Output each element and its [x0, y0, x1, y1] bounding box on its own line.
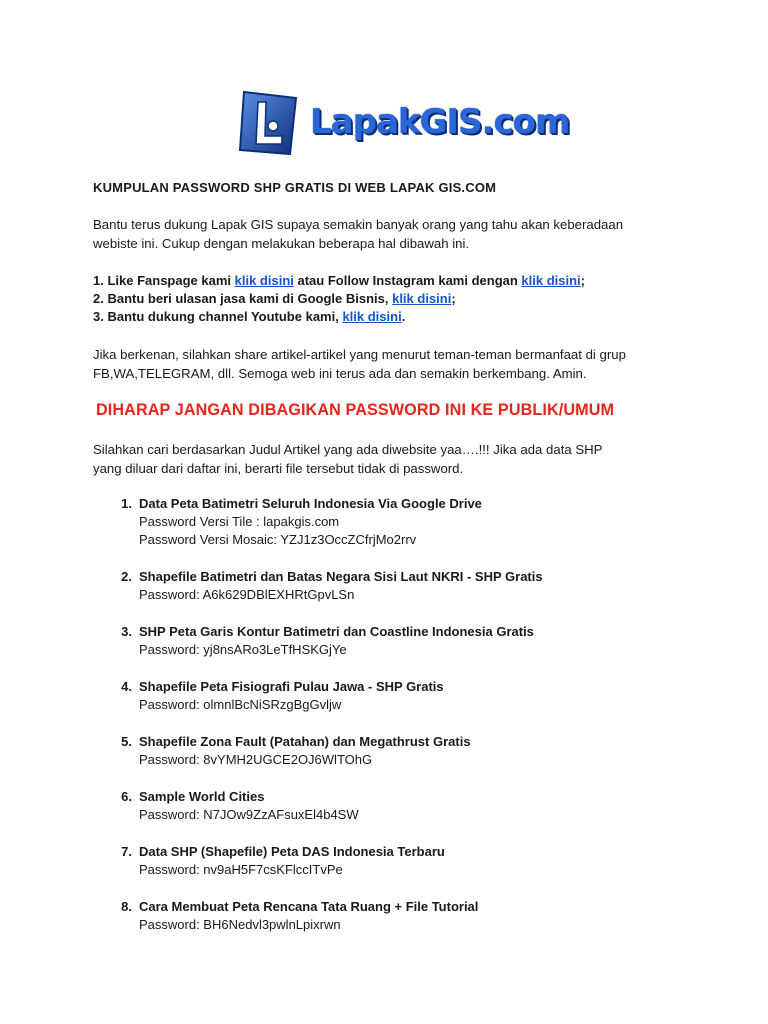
step-3-end: .: [401, 309, 406, 324]
item-number: 2.: [121, 569, 132, 584]
list-item: [110, 496, 750, 569]
step-3: [93, 308, 585, 326]
list-item: [110, 624, 750, 679]
list-item: [110, 789, 750, 844]
share-line-1: Jika berkenan, silahkan share artikel-artikel yang menurut teman-teman bermanfaat di grup: [93, 347, 626, 362]
item-password: Password: A6k629DBlEXHRtGpvLSn: [139, 587, 355, 602]
item-number: 6.: [121, 789, 132, 804]
logo-wordmark: LapakGIS.com: [310, 102, 570, 142]
list-item: [110, 734, 750, 789]
item-title: Data Peta Batimetri Seluruh Indonesia Via Google Drive: [139, 496, 482, 511]
search-note-line-1: Silahkan cari berdasarkan Judul Artikel yang ada diwebsite yaa….!!! Jika ada data SHP: [93, 442, 603, 457]
item-password-mosaic: Password Versi Mosaic: YZJ1z3OccZCfrjMo2rrv: [139, 532, 417, 547]
step-1: [93, 272, 585, 290]
intro-line-1: Bantu terus dukung Lapak GIS supaya semakin banyak orang yang tahu akan keberadaan: [93, 217, 624, 232]
share-line-2: FB,WA,TELEGRAM, dll. Semoga web ini terus ada dan semakin berkembang. Amin.: [93, 366, 587, 381]
item-number: 8.: [121, 899, 132, 914]
list-item: [110, 844, 750, 899]
step-1-mid-text: atau Follow Instagram kami dengan: [293, 273, 522, 288]
instagram-link[interactable]: klik disini: [521, 273, 581, 288]
item-title: SHP Peta Garis Kontur Batimetri dan Coastline Indonesia Gratis: [139, 624, 534, 639]
item-password: Password: yj8nsARo3LeTfHSKGjYe: [139, 642, 347, 657]
step-2-end: ;: [451, 291, 456, 306]
list-item: [110, 899, 750, 954]
fanspage-link[interactable]: klik disini: [234, 273, 294, 288]
item-title: Data SHP (Shapefile) Peta DAS Indonesia Terbaru: [139, 844, 445, 859]
item-title: Sample World Cities: [139, 789, 265, 804]
support-steps: [93, 272, 585, 326]
item-title: Shapefile Batimetri dan Batas Negara Sisi Laut NKRI - SHP Gratis: [139, 569, 543, 584]
warning-heading: DIHARAP JANGAN DIBAGIKAN PASSWORD INI KE PUBLIK/UMUM: [96, 401, 615, 419]
page-title: KUMPULAN PASSWORD SHP GRATIS DI WEB LAPAK GIS.COM: [93, 180, 497, 195]
item-password: Password: BH6Nedvl3pwlnLpixrwn: [139, 917, 341, 932]
lapak-gis-logo: [238, 88, 570, 160]
step-1-end: ;: [580, 273, 586, 288]
step-2: [93, 290, 585, 308]
step-1-text: 1. Like Fanspage kami: [93, 273, 235, 288]
item-password: Password Versi Tile : lapakgis.com: [139, 514, 340, 529]
item-password: Password: nv9aH5F7csKFlccITvPe: [139, 862, 343, 877]
search-note: [93, 440, 602, 478]
search-note-line-2: yang diluar dari daftar ini, berarti file tersebut tidak di password.: [93, 461, 464, 476]
intro-line-2: webiste ini. Cukup dengan melakukan beberapa hal dibawah ini.: [93, 236, 470, 251]
item-number: 1.: [121, 496, 132, 511]
item-password: Password: 8vYMH2UGCE2OJ6WlTOhG: [139, 752, 373, 767]
item-number: 5.: [121, 734, 132, 749]
list-item: [110, 679, 750, 734]
item-title: Cara Membuat Peta Rencana Tata Ruang + File Tutorial: [139, 899, 479, 914]
item-number: 7.: [121, 844, 132, 859]
lapak-gis-logo-icon: [238, 88, 302, 158]
item-password: Password: N7JOw9ZzAFsuxEl4b4SW: [139, 807, 359, 822]
item-number: 4.: [121, 679, 132, 694]
share-paragraph: [93, 345, 626, 383]
intro-paragraph: [93, 215, 623, 253]
item-title: Shapefile Zona Fault (Patahan) dan Megathrust Gratis: [139, 734, 471, 749]
list-item: [110, 569, 750, 624]
password-list: [110, 496, 750, 954]
item-password: Password: olmnlBcNiSRzgBgGvljw: [139, 697, 342, 712]
google-bisnis-link[interactable]: klik disini: [392, 291, 452, 306]
item-title: Shapefile Peta Fisiografi Pulau Jawa - SHP Gratis: [139, 679, 444, 694]
step-3-text: 3. Bantu dukung channel Youtube kami,: [93, 309, 343, 324]
item-number: 3.: [121, 624, 132, 639]
step-2-text: 2. Bantu beri ulasan jasa kami di Google Bisnis,: [93, 291, 393, 306]
youtube-link[interactable]: klik disini: [342, 309, 402, 324]
